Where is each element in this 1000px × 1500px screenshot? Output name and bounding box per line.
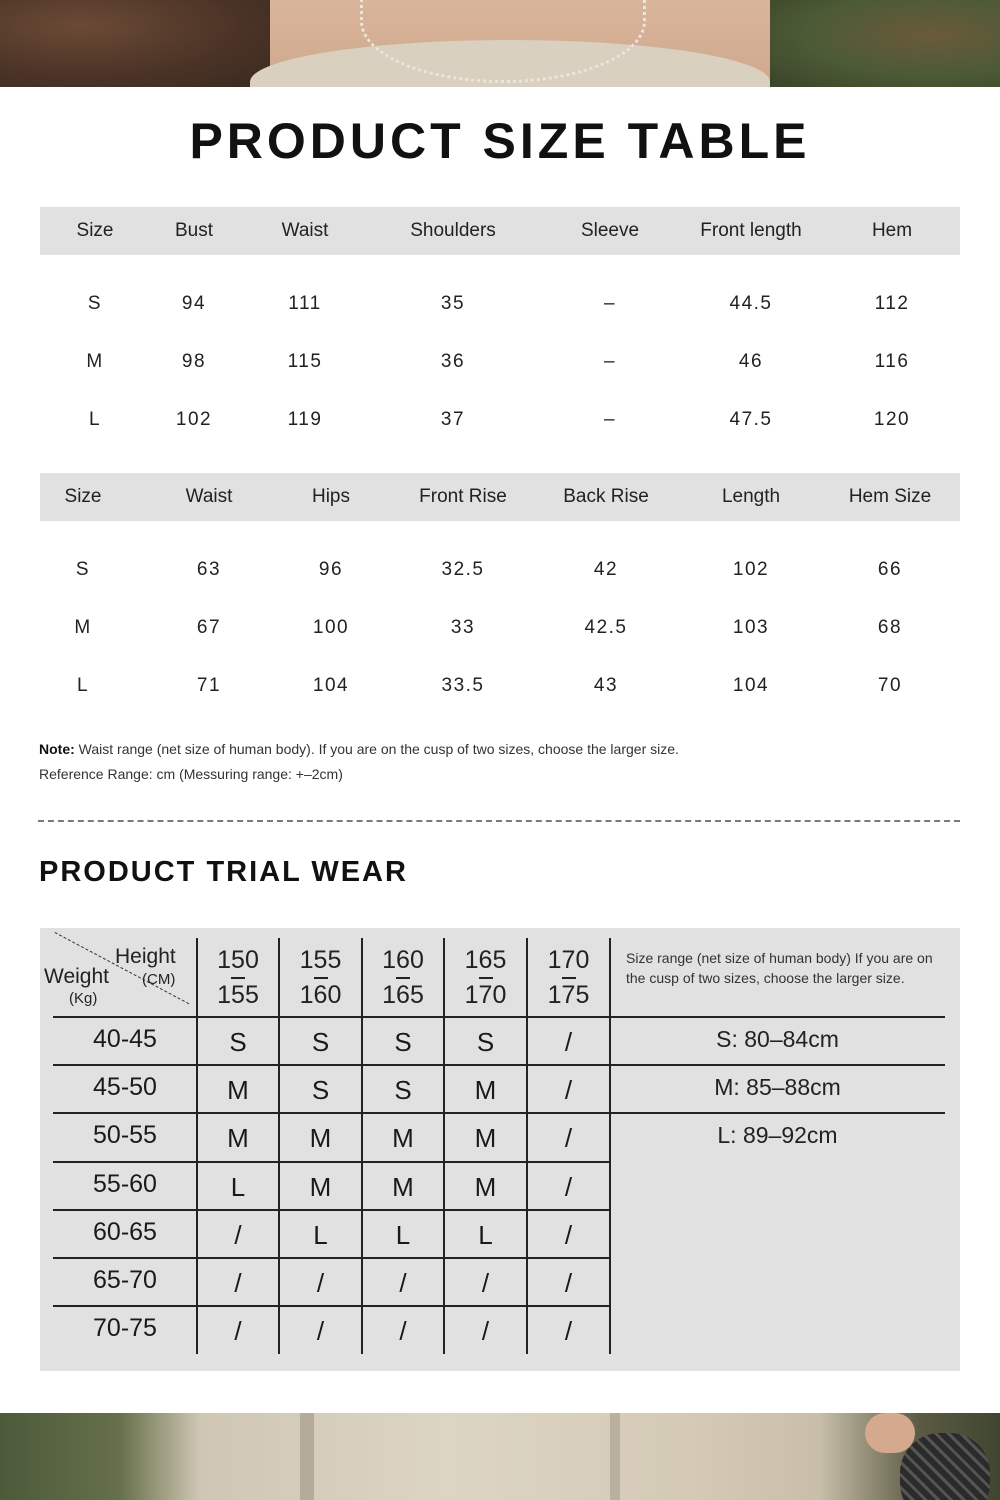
size-range-note: Size range (net size of human body) If you are on the cusp of two sizes, choose the larger size. bbox=[626, 950, 933, 986]
table-header-row bbox=[40, 473, 960, 521]
body-size-range: M: 85–88cm bbox=[714, 1074, 841, 1101]
column-header: Front length bbox=[700, 220, 802, 241]
page-title: PRODUCT SIZE TABLE bbox=[189, 113, 811, 169]
bottom-product-photo bbox=[0, 1413, 1000, 1500]
grid-column-line bbox=[361, 938, 363, 1354]
table-cell: 67 bbox=[196, 617, 222, 638]
recommended-size-cell: M bbox=[392, 1123, 414, 1154]
table-cell: 44.5 bbox=[729, 293, 773, 314]
recommended-size-cell: M bbox=[227, 1075, 249, 1106]
weight-range-label: 40-45 bbox=[93, 1025, 157, 1053]
weight-range-label: 55-60 bbox=[93, 1169, 157, 1198]
height-axis-label: Height bbox=[115, 945, 176, 968]
table-cell: 35 bbox=[440, 293, 466, 314]
recommended-size-cell: / bbox=[564, 1075, 573, 1106]
column-header: Front Rise bbox=[419, 486, 507, 507]
table-cell: 111 bbox=[288, 293, 322, 314]
table-cell: 33.5 bbox=[441, 675, 485, 696]
table-spacer bbox=[40, 255, 960, 277]
table-cell: 115 bbox=[287, 351, 323, 372]
recommended-size-cell: / bbox=[481, 1268, 490, 1298]
table-spacer bbox=[40, 521, 960, 543]
column-header: Hem Size bbox=[848, 486, 932, 507]
recommended-size-cell: / bbox=[234, 1219, 242, 1250]
table-cell: 120 bbox=[873, 409, 911, 430]
table-row bbox=[40, 601, 960, 659]
grid-column-line bbox=[609, 938, 611, 1354]
column-header: Hem bbox=[871, 220, 913, 241]
grid-column-line bbox=[526, 938, 528, 1354]
height-range-from: 170 bbox=[547, 946, 590, 974]
table-cell: 100 bbox=[312, 617, 350, 638]
table-cell: 102 bbox=[732, 559, 770, 580]
body-size-range: L: 89–92cm bbox=[717, 1122, 838, 1149]
height-range-to: 170 bbox=[464, 981, 507, 1009]
recommended-size-cell: M bbox=[227, 1123, 249, 1154]
table-row bbox=[40, 335, 960, 393]
grid-column-line bbox=[443, 938, 445, 1354]
height-range-to: 155 bbox=[217, 981, 259, 1009]
table-cell: S bbox=[75, 559, 91, 580]
recommended-size-cell: L bbox=[230, 1171, 246, 1202]
recommended-size-cell: M bbox=[474, 1075, 497, 1106]
table-row bbox=[40, 543, 960, 601]
recommended-size-cell: / bbox=[316, 1268, 325, 1298]
table-cell: M bbox=[74, 617, 92, 638]
height-range-header bbox=[279, 942, 362, 1014]
table-cell: 104 bbox=[312, 675, 350, 696]
column-header: Sleeve bbox=[580, 220, 640, 241]
recommended-size-cell: M bbox=[474, 1123, 497, 1154]
note-text: Waist range (net size of human body). If you are on the cusp of two sizes, choose the larger size. bbox=[74, 741, 679, 757]
height-range-header bbox=[527, 942, 610, 1014]
trial-wear-title: PRODUCT TRIAL WEAR bbox=[39, 856, 408, 888]
recommended-size-cell: M bbox=[309, 1171, 332, 1202]
recommended-size-cell: / bbox=[399, 1268, 407, 1298]
recommended-size-cell: L bbox=[395, 1219, 411, 1250]
height-range-to: 165 bbox=[382, 981, 424, 1009]
table-cell: 42.5 bbox=[584, 617, 628, 638]
grid-column-line bbox=[278, 938, 280, 1354]
table-cell: 66 bbox=[877, 559, 903, 580]
recommended-size-cell: L bbox=[478, 1219, 493, 1250]
column-header: Waist bbox=[185, 486, 233, 507]
recommended-size-cell: / bbox=[564, 1219, 573, 1250]
weight-range-label: 70-75 bbox=[93, 1314, 157, 1343]
recommended-size-cell: S bbox=[311, 1027, 330, 1057]
recommended-size-cell: / bbox=[399, 1316, 407, 1347]
grid-row-line bbox=[53, 1257, 610, 1259]
height-range-from: 165 bbox=[464, 946, 507, 974]
grid-row-line bbox=[53, 1112, 945, 1114]
recommended-size-cell: / bbox=[316, 1316, 325, 1347]
note-label: Note: bbox=[39, 741, 75, 757]
table-cell: 68 bbox=[877, 617, 903, 638]
table-cell: 104 bbox=[732, 675, 770, 696]
column-header: Bust bbox=[174, 220, 214, 241]
size-notes bbox=[39, 737, 679, 787]
table-cell: 112 bbox=[874, 293, 910, 314]
height-range-to: 160 bbox=[299, 981, 342, 1009]
weight-range-label: 65-70 bbox=[93, 1266, 157, 1294]
recommended-size-cell: / bbox=[564, 1171, 573, 1202]
recommended-size-cell: S bbox=[394, 1075, 412, 1106]
weight-range-label: 60-65 bbox=[93, 1217, 157, 1246]
column-header: Size bbox=[76, 220, 114, 241]
weight-range-label: 45-50 bbox=[93, 1073, 157, 1102]
column-header: Size bbox=[64, 486, 102, 507]
body-size-range: S: 80–84cm bbox=[716, 1026, 839, 1052]
recommended-size-cell: S bbox=[229, 1027, 247, 1057]
weight-unit-label: (Kg) bbox=[69, 990, 98, 1007]
table-cell: L bbox=[88, 409, 102, 430]
column-header: Back Rise bbox=[563, 486, 649, 507]
recommended-size-cell: / bbox=[564, 1316, 573, 1347]
grid-row-line bbox=[53, 1016, 945, 1018]
table-cell: 36 bbox=[440, 351, 466, 372]
column-header: Length bbox=[721, 486, 781, 507]
table-cell: M bbox=[86, 351, 104, 372]
height-range-header bbox=[197, 942, 279, 1014]
table-cell: – bbox=[603, 409, 617, 430]
table-cell: 33 bbox=[450, 617, 476, 638]
table-cell: 47.5 bbox=[729, 409, 773, 430]
height-range-header bbox=[444, 942, 527, 1014]
table-cell: 63 bbox=[196, 559, 222, 580]
grid-row-line bbox=[53, 1064, 945, 1066]
table-header-row bbox=[40, 207, 960, 255]
recommended-size-cell: S bbox=[476, 1027, 495, 1057]
recommended-size-cell: / bbox=[564, 1268, 573, 1298]
recommended-size-cell: M bbox=[474, 1171, 497, 1202]
table-cell: 94 bbox=[181, 293, 207, 314]
reference-range-text: Reference Range: cm (Messuring range: +–2cm) bbox=[39, 766, 343, 782]
weight-axis-label: Weight bbox=[44, 965, 109, 988]
recommended-size-cell: / bbox=[234, 1316, 242, 1347]
table-cell: L bbox=[76, 675, 90, 696]
grid-row-line bbox=[53, 1161, 610, 1163]
height-range-header bbox=[362, 942, 444, 1014]
recommended-size-cell: / bbox=[481, 1316, 490, 1347]
section-divider bbox=[38, 820, 960, 822]
grid-row-line bbox=[53, 1305, 610, 1307]
table-cell: 43 bbox=[593, 675, 619, 696]
table-cell: 102 bbox=[175, 409, 213, 430]
recommended-size-cell: / bbox=[564, 1123, 573, 1154]
bottom-size-table bbox=[40, 473, 960, 717]
table-cell: – bbox=[603, 293, 617, 314]
recommended-size-cell: S bbox=[311, 1075, 330, 1106]
table-cell: 37 bbox=[440, 409, 466, 430]
table-cell: 46 bbox=[738, 351, 764, 372]
column-header: Hips bbox=[311, 486, 351, 507]
table-cell: 96 bbox=[318, 559, 344, 580]
height-range-to: 175 bbox=[547, 981, 590, 1009]
recommended-size-cell: / bbox=[234, 1268, 242, 1298]
recommended-size-cell: M bbox=[392, 1171, 414, 1202]
table-row bbox=[40, 659, 960, 717]
height-range-from: 160 bbox=[382, 946, 424, 974]
table-cell: S bbox=[87, 293, 103, 314]
column-header: Shoulders bbox=[410, 220, 496, 241]
table-cell: 119 bbox=[287, 409, 323, 430]
grid-column-line bbox=[196, 938, 198, 1354]
table-cell: 116 bbox=[874, 351, 910, 372]
height-range-from: 155 bbox=[299, 946, 342, 974]
table-row bbox=[40, 277, 960, 335]
top-size-table bbox=[40, 207, 960, 451]
recommended-size-cell: / bbox=[564, 1027, 573, 1057]
weight-range-label: 50-55 bbox=[93, 1121, 157, 1150]
recommended-size-cell: M bbox=[309, 1123, 332, 1154]
height-unit-label: (CM) bbox=[142, 971, 176, 988]
height-range-from: 150 bbox=[217, 946, 259, 974]
table-cell: 98 bbox=[181, 351, 207, 372]
table-cell: – bbox=[603, 351, 617, 372]
column-header: Waist bbox=[281, 220, 329, 241]
table-cell: 42 bbox=[593, 559, 619, 580]
table-cell: 32.5 bbox=[441, 559, 485, 580]
table-cell: 103 bbox=[732, 617, 770, 638]
grid-row-line bbox=[53, 1209, 610, 1211]
trial-wear-table bbox=[40, 928, 960, 1371]
top-product-photo bbox=[0, 0, 1000, 87]
table-cell: 70 bbox=[877, 675, 903, 696]
table-cell: 71 bbox=[196, 675, 222, 696]
recommended-size-cell: L bbox=[313, 1219, 328, 1250]
recommended-size-cell: S bbox=[394, 1027, 412, 1057]
table-row bbox=[40, 393, 960, 451]
